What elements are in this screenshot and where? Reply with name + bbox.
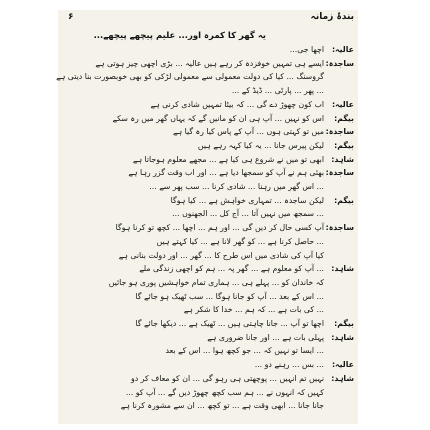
page-number: ۶ (68, 12, 74, 22)
dialogue-line (64, 99, 354, 110)
dialogue-line (64, 250, 354, 261)
dialogue-text: کیا آپ کی شادی میں اس طرح کا ... گھر ... اور دولت بنانی ہے (118, 250, 324, 260)
speaker-name: شاہد: (331, 332, 354, 342)
dialogue-line (56, 71, 354, 82)
dialogue-text: میں تو کہتی ہوں ... آپ کے پاس کیا رہ گیا ہے (172, 127, 324, 137)
dialogue-line (64, 58, 354, 69)
dialogue-line (64, 154, 354, 165)
dialogue-text: پہلی بات ہے ... اور جانا ضروری ہے (207, 332, 324, 342)
speaker-name: عالیہ: (331, 360, 354, 370)
dialogue-line (64, 222, 354, 233)
dialogue-text: آپ کسی حال کر دیں گی ... اور ہم ... اچھا ... کچھ تو کرنا ہوگا (115, 223, 324, 233)
speaker-name: شاہد: (331, 154, 354, 164)
speaker-name: عالیہ: (331, 45, 354, 54)
dialogue-text: لیکن پیرس جانا ... یہ کیا کہہ رہے ہیں (197, 140, 324, 150)
dialogue-text: ... اس گھر میں رہنا ... شادی کرنا ... سب پھر سے ... (149, 182, 324, 191)
speaker-name: شاہد: (331, 264, 354, 274)
dialogue-text: کہیں کہ انہوں نے ... ہم سب کچھ چھوڑ دیں گے ... آپ کو ... (125, 387, 324, 397)
dialogue-line (64, 277, 354, 288)
page-header (58, 12, 358, 28)
speaker-name: بیگم: (334, 113, 354, 123)
dialogue-text: گروسنگ ... کیا کی دولت معمولی سے معمولی لڑکی کو بھی خوبصورت بنا دیتی ہے (56, 72, 324, 82)
dialogue-line (64, 387, 354, 398)
speaker-name: بیگم: (334, 195, 354, 205)
dialogue-text: نہیں تم انہیں ... پوچھتی ہی رہو گی ... ان کو معاف کر دو (130, 373, 324, 383)
dialogue-text: ... حاصل کرنا ہے ... کو گھر لانا ہے ... کیا کہتے ہیں (156, 236, 324, 246)
dialogue-text: ایسے ہی تمہیں خوفزدہ کر رہے ہیں عالیہ ... بڑی اچھی چیز ہوتی ہے (95, 58, 324, 68)
dialogue-line (64, 208, 354, 219)
dialogue-text: لیکن ساجدہ ... تمہاری خواہش ہے ... کیا ہوگا (170, 195, 324, 205)
dialogue-text: اچھا تو آپ ... جانا چاہتی ہیں ... ٹھیک ہے ... دیکھا جائے گا (135, 319, 324, 328)
speaker-name: عالیہ: (331, 99, 354, 109)
book-page (58, 10, 358, 424)
dialogue-text: اب کون چھوڑ دے گی ... کہ بیٹا تمہیں شادی کرنی ہے (150, 99, 324, 109)
speaker-name: بیگم: (334, 319, 354, 328)
dialogue-text: اس کو نہیں ... آپ ہی ان کو مانیں گے کہ یہاں گھر میں رہ سکے (112, 113, 324, 123)
dialogue-line (64, 236, 354, 247)
dialogue-line (64, 373, 354, 384)
dialogue-text: ... بس ... رہنے دو ... (254, 360, 324, 370)
speaker-name: ساجدہ: (325, 223, 354, 233)
dialogue-line (64, 181, 354, 192)
dialogue-line (64, 195, 354, 206)
stage-direction: یہ گھر کا کمرہ اور... علیم پیچھے پیچھے... (93, 31, 266, 41)
running-title: بندۂ زمانہ (310, 12, 354, 22)
dialogue-line (64, 85, 354, 96)
dialogue-line (64, 359, 354, 370)
dialogue-line (64, 167, 354, 178)
dialogue-line (64, 126, 354, 137)
dialogue-line (64, 400, 354, 411)
dialogue-line (64, 44, 354, 55)
dialogue-text: ... اس کے بعد ... آپ کو جانا ہوگا ... سب ٹھیک ہو جائے گا (135, 291, 324, 301)
dialogue-line (64, 345, 354, 356)
speaker-name: ساجدہ: (325, 127, 354, 137)
dialogue-line (64, 263, 354, 274)
speaker-name: ساجدہ: (325, 168, 354, 178)
dialogue-text: ... کی بات ہے ... کہ ہم ... خدا کا شکر ہے (183, 305, 324, 315)
dialogue-text: ... آپ کو معلوم ہے ... گھر پہ ... ہم کو اچھی زندگی ملے (139, 264, 324, 274)
dialogue-line (64, 318, 354, 329)
dialogue-text: ... پھر ... پارٹی ... ڈیڈ کے ... (231, 86, 324, 96)
dialogue-line (64, 304, 354, 315)
dialogue-text: جانا جانا ... ابھی وقت ہے ... تو کچھ ... ان سے مشورہ کرنا ہے (120, 401, 324, 411)
dialogue-text: کہ خاندان کو ... پہلے ہی ... ہماری تمام خواہشیں پوری ہو جائیں (108, 277, 324, 287)
dialogue-text: اچھا جی... (289, 45, 324, 54)
speaker-name: شاہد: (331, 373, 354, 383)
dialogue-text: ... ایسا تو نہیں کہ ... جو کچھ ہوا ... اس کے بعد (165, 346, 324, 356)
speaker-name: بیگم: (334, 140, 354, 150)
dialogue-line (64, 332, 354, 343)
speaker-name: ساجدہ: (325, 58, 354, 68)
dialogue-text: بھئی ہم نے آپ کو سمجھا دیا ہے ... اور اب وقت گزر رہا ہے (128, 168, 324, 178)
dialogue-line (64, 113, 354, 124)
dialogue-line (64, 291, 354, 302)
dialogue-text: ... سمجھ میں نہیں آتا ... آج کل ... الجھنوں ... (172, 209, 324, 219)
dialogue-line (64, 140, 354, 151)
dialogue-text: ابھی تو میں نے شروع ہی کیا ہے ... مجھے معلوم ہوجاتا ہے (132, 154, 324, 164)
